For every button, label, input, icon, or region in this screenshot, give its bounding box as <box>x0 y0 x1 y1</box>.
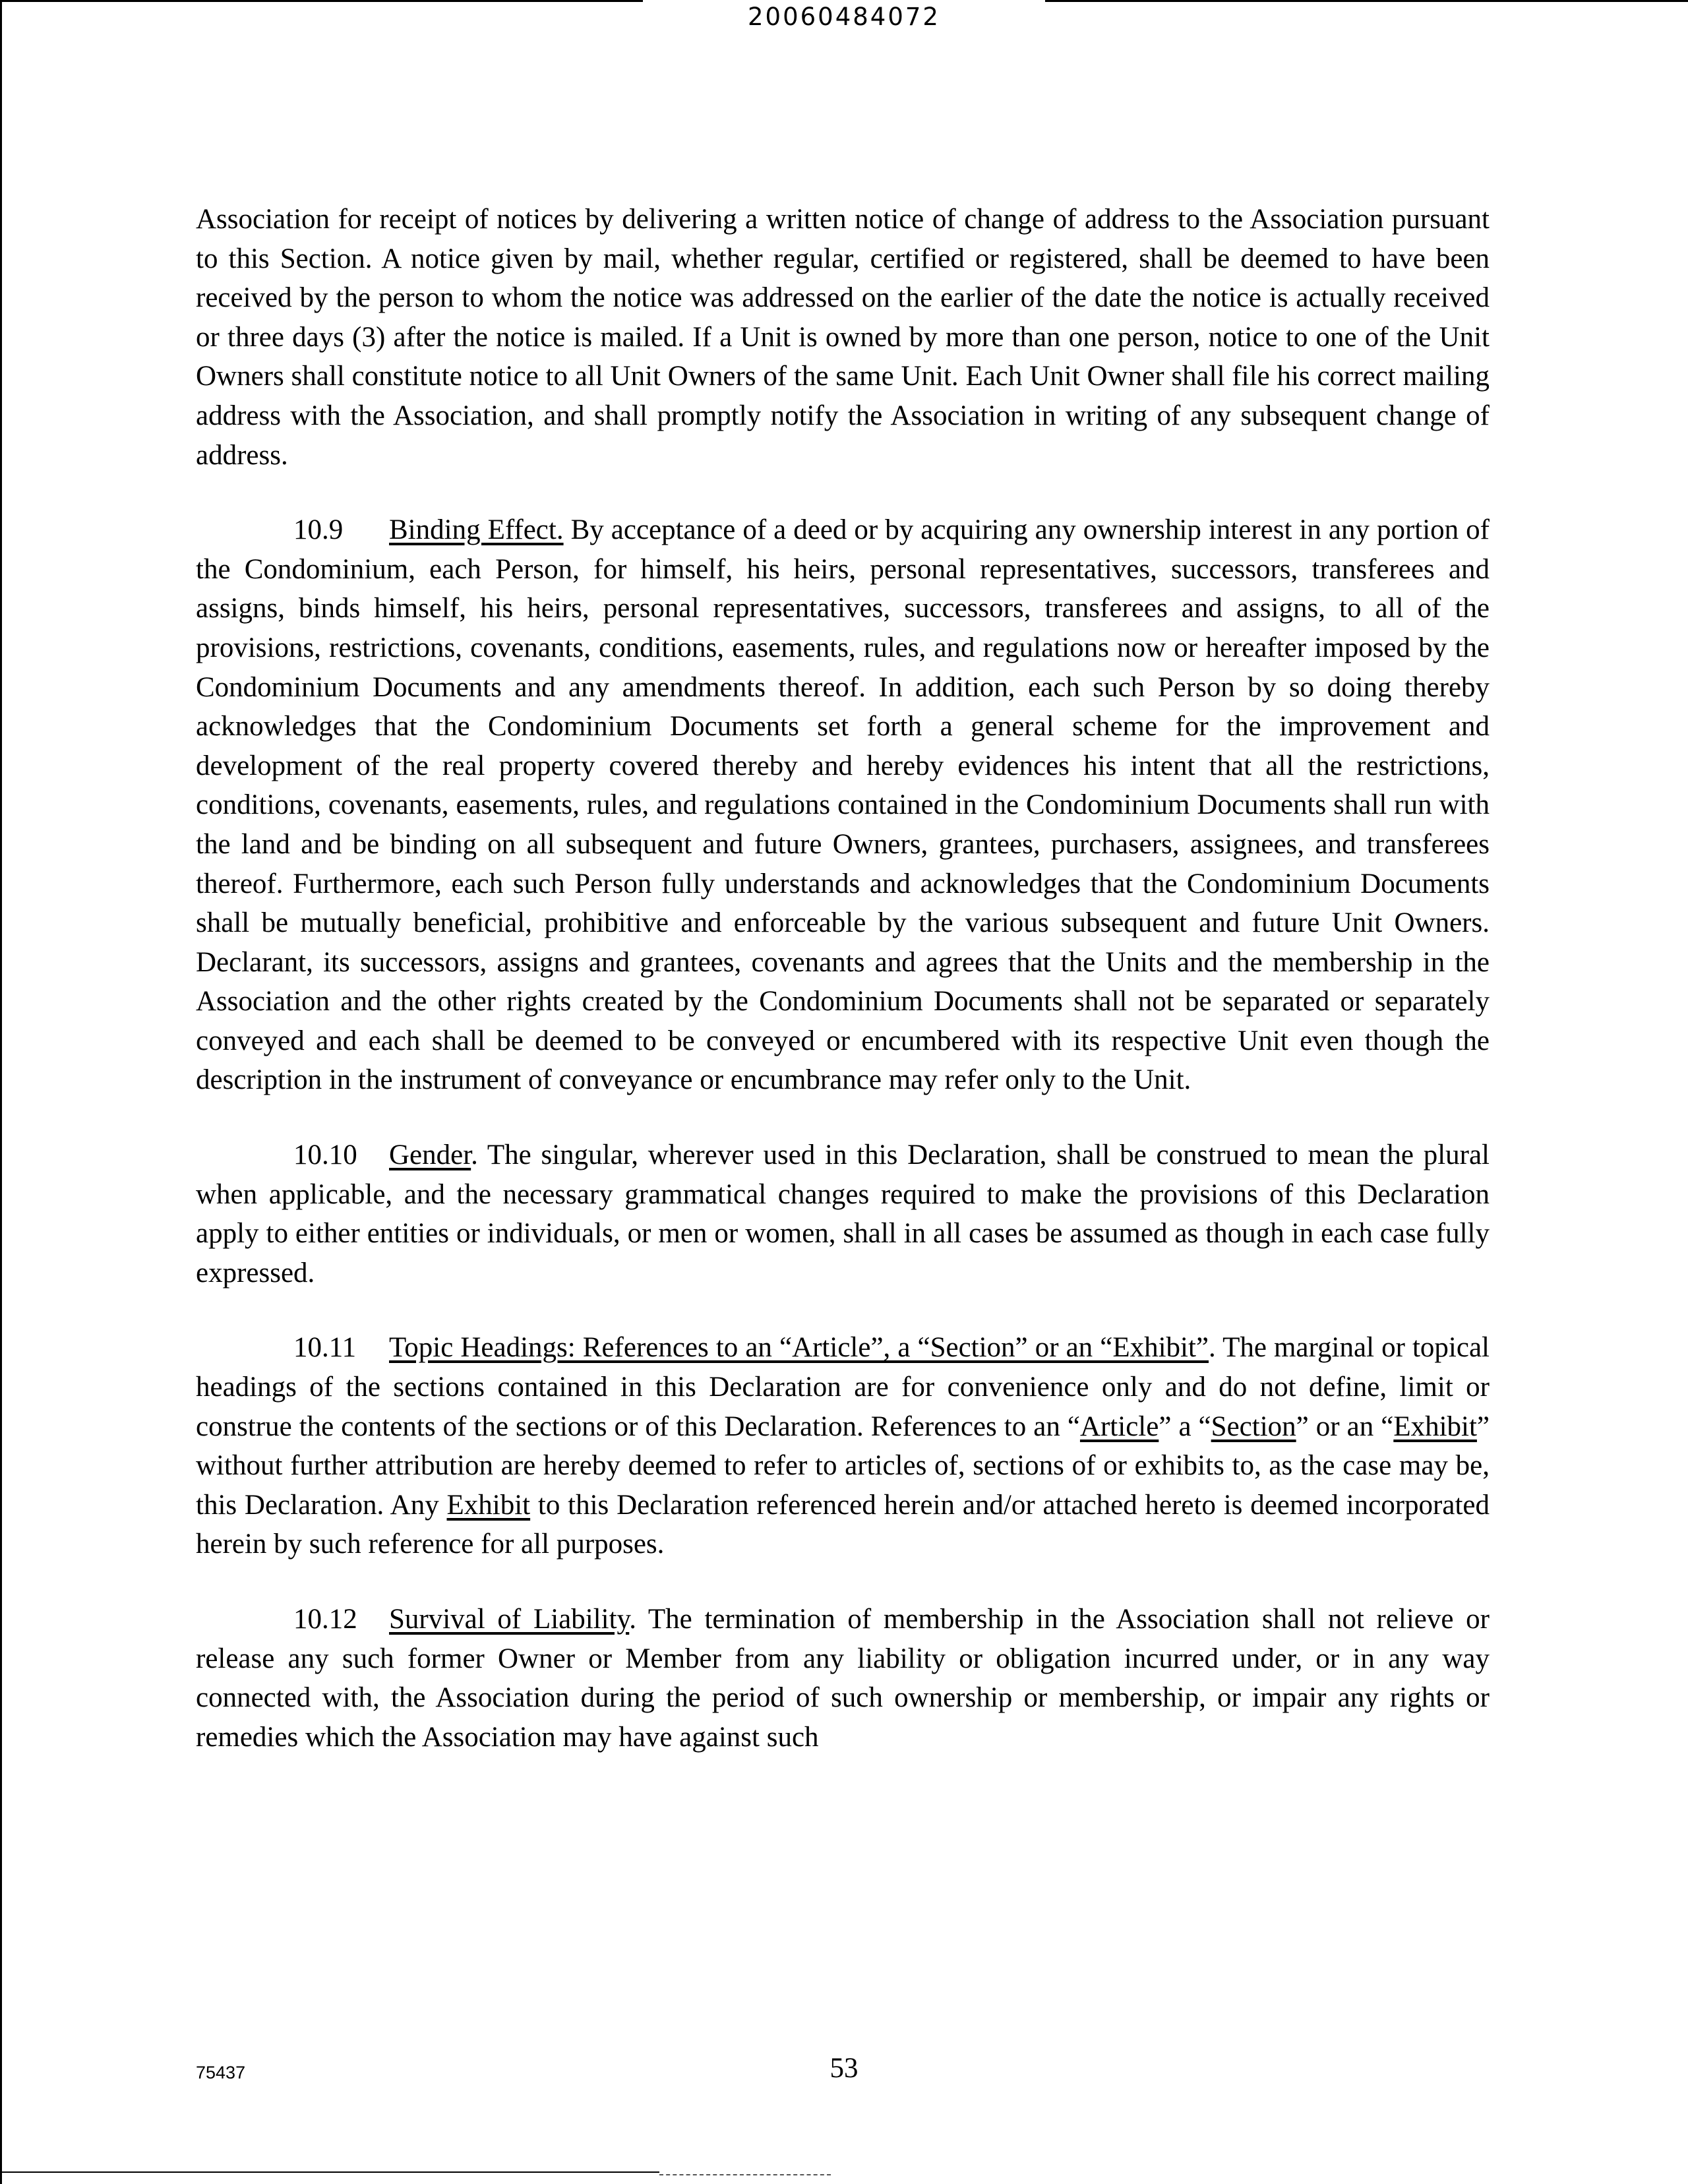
section-heading: Binding Effect. <box>389 514 564 546</box>
section-10-10 <box>196 1136 1490 1292</box>
section-number: 10.9 <box>293 514 344 546</box>
section-text: ” without further attribution are hereby deemed to refer to articles of, sections of or exhibits to, as the case may be, this Declaration. Any <box>196 1410 1490 1521</box>
section-text: ” or an “ <box>1296 1410 1394 1442</box>
section-number: 10.12 <box>293 1604 357 1635</box>
page-number: 53 <box>829 2053 859 2084</box>
paragraph-continuation: Association for receipt of notices by delivering a written notice of change of address to the Association pursuant to this Section. A notice given by mail, whether regular, certified or registered, shall be deemed to have been received by the person to whom the notice was addressed on the earlier of the date the notice is actually received or three days (3) after the notice is mailed. If a Unit is owned by more than one person, notice to one of the Unit Owners shall constitute notice to all Unit Owners of the same Unit. Each Unit Owner shall file his correct mailing address with the Association, and shall promptly notify the Association in writing of any subsequent change of address. <box>196 204 1490 471</box>
reference-exhibit: Exhibit <box>1393 1410 1477 1442</box>
scan-border-bottom-dashed <box>659 2174 831 2175</box>
section-10-11 <box>196 1328 1490 1564</box>
section-heading: Survival of Liability <box>389 1604 630 1635</box>
scan-border-top-right <box>1045 0 1688 2</box>
section-heading: Topic Headings: References to an “Article”, a “Section” or an “Exhibit” <box>389 1332 1209 1364</box>
section-10-12 <box>196 1600 1490 1757</box>
section-text: to this Declaration referenced herein and/or attached hereto is deemed incorporated herein by such reference for all purposes. <box>196 1489 1490 1560</box>
scan-border-bottom <box>0 2171 659 2173</box>
section-number: 10.11 <box>293 1332 357 1364</box>
section-heading: Gender <box>389 1139 471 1171</box>
section-text: . The singular, wherever used in this Declaration, shall be construed to mean the plural when applicable, and the necessary grammatical changes required to make the provisions of this Declaration apply to either entities or individuals, or men or women, shall in all cases be assumed as though in each case fully expressed. <box>196 1139 1490 1289</box>
reference-article: Article <box>1079 1410 1159 1442</box>
section-text: . The termination of membership in the Association shall not relieve or release any such former Owner or Member from any liability or obligation incurred under, or in any way connected with, the Association during the period of such ownership or membership, or impair any rights or remedies which the Association may have against such <box>196 1604 1490 1753</box>
scan-border-top-left <box>0 0 643 2</box>
footer-document-id: 75437 <box>196 2063 246 2082</box>
scan-border-left <box>0 0 2 2184</box>
reference-exhibit: Exhibit <box>446 1489 531 1521</box>
document-number: 20060484072 <box>748 3 940 31</box>
section-text: By acceptance of a deed or by acquiring any ownership interest in any portion of the Condominium, each Person, for himself, his heirs, personal representatives, successors, transferees and assigns, binds himself, his heirs, personal representatives, successors, transferees and assigns, to all of the provisions, restrictions, covenants, conditions, easements, rules, and regulations now or hereafter imposed by the Condominium Documents and any amendments thereof. In addition, each such Person by so doing thereby acknowledges that the Condominium Documents set forth a general scheme for the improvement and development of the real property covered thereby and hereby evidences his intent that all the restrictions, conditions, covenants, easements, rules, and regulations contained in the Condominium Documents shall run with the land and be binding on all subsequent and future Owners, grantees, purchasers, assignees, and transferees thereof. Furthermore, each such Person fully understands and acknowledges that the Condominium Documents shall be mutually beneficial, prohibitive and enforceable by the various subsequent and future Unit Owners. Declarant, its successors, assigns and grantees, covenants and agrees that the Units and the membership in the Association and the other rights created by the Condominium Documents shall not be separated or separately conveyed and each shall be deemed to be conveyed or encumbered with its respective Unit even though the description in the instrument of conveyance or encumbrance may refer only to the Unit. <box>196 514 1490 1096</box>
section-text: ” a “ <box>1159 1410 1211 1442</box>
section-text: . The marginal or topical headings of the sections contained in this Declaration are for convenience only and do not define, limit or construe the contents of the sections or of this Declaration. References to an “ <box>196 1332 1490 1442</box>
section-number: 10.10 <box>293 1139 357 1171</box>
reference-section: Section <box>1211 1410 1296 1442</box>
section-10-9 <box>196 510 1490 1100</box>
body-text <box>196 200 1490 1792</box>
